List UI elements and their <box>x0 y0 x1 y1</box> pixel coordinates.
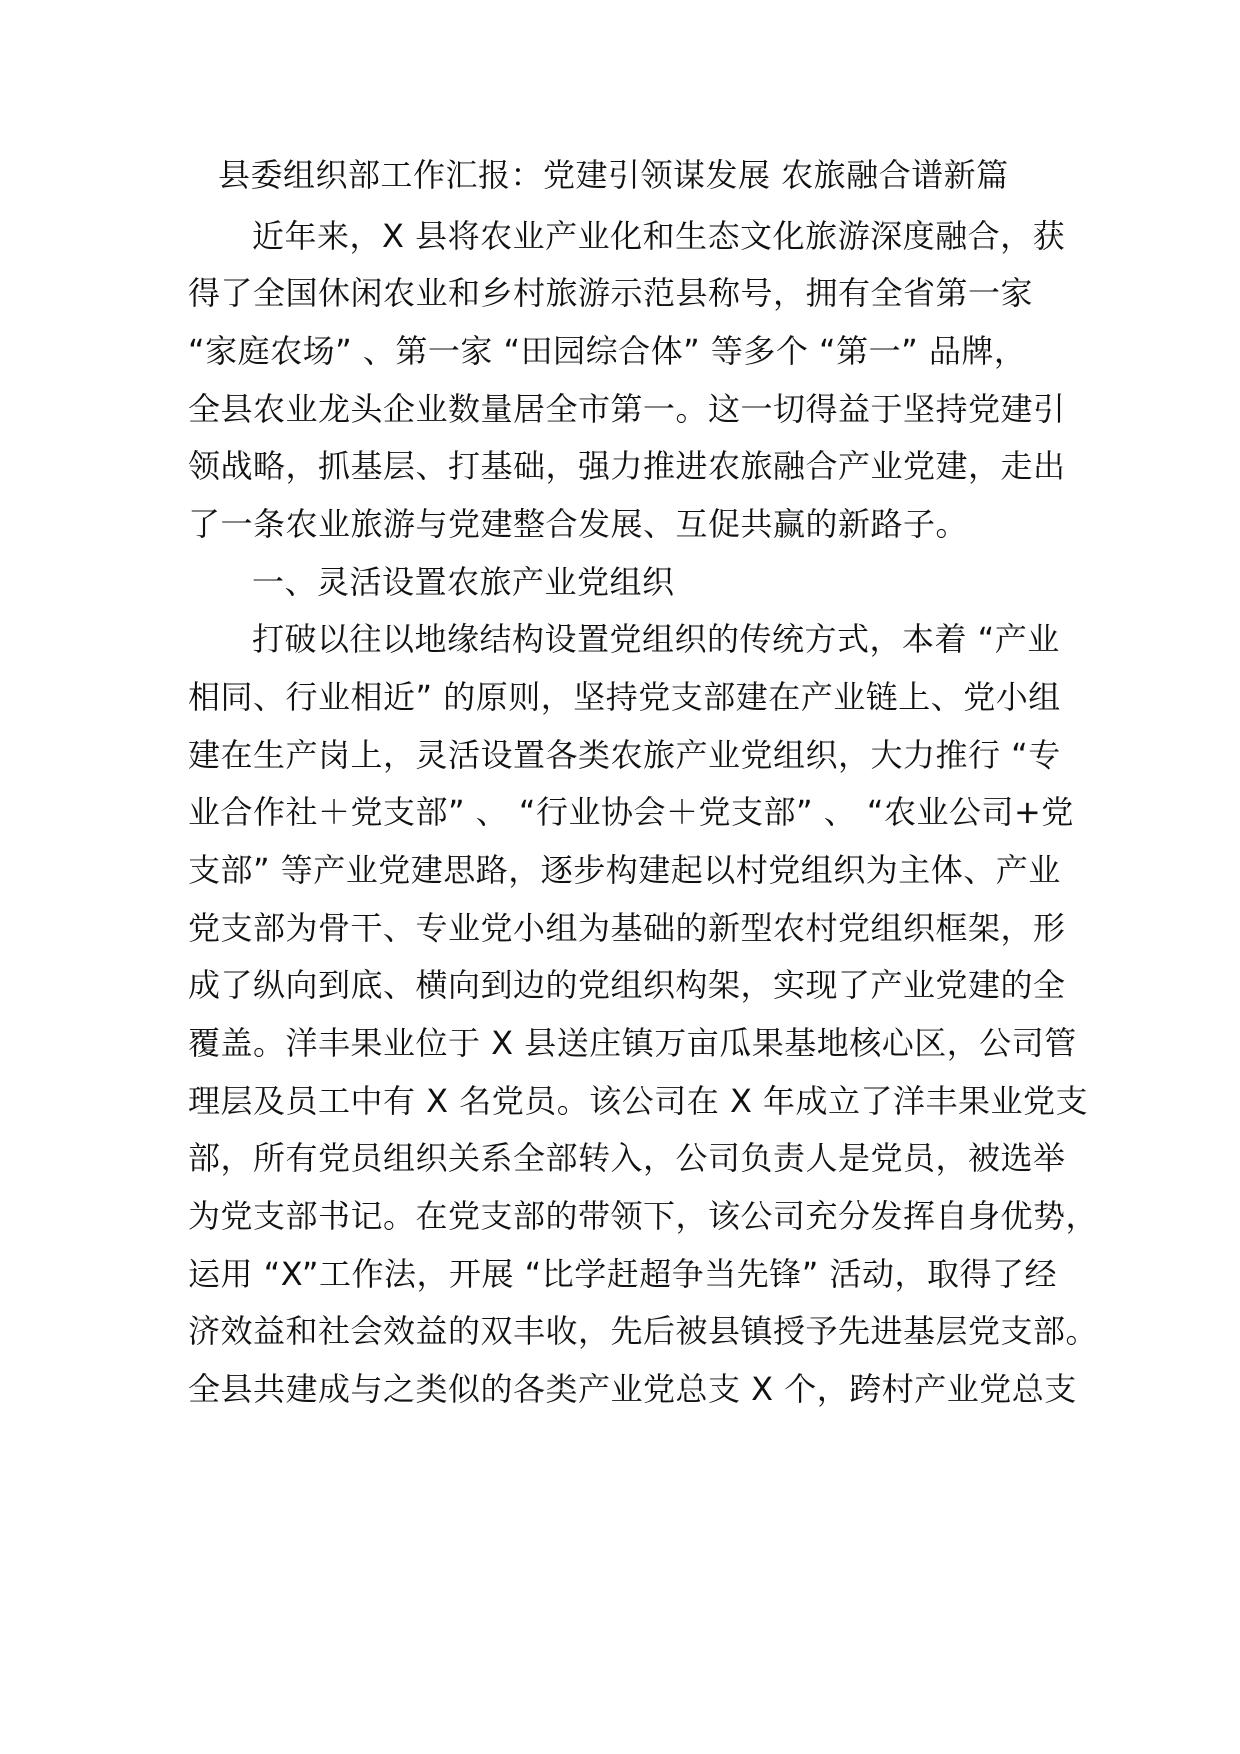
paragraph-line: 得了全国休闲农业和乡村旅游示范县称号，拥有全省第一家 <box>188 274 1034 312</box>
paragraph-line: 理层及员工中有 X 名党员。该公司在 X 年成立了洋丰果业党支 <box>188 1082 1089 1120</box>
paragraph-line: 党支部为骨干、专业党小组为基础的新型农村党组织框架，形 <box>188 909 1066 947</box>
paragraph-line: 业合作社＋党支部” 、 “行业协会＋党支部” 、 “农业公司+党 <box>188 793 1074 831</box>
paragraph-line: 为党支部书记。在党支部的带领下，该公司充分发挥自身优势， <box>188 1197 1099 1235</box>
paragraph-line: 建在生产岗上，灵活设置各类农旅产业党组织，大力推行 “专 <box>188 736 1061 774</box>
section-heading: 一、灵活设置农旅产业党组织 <box>252 563 675 601</box>
paragraph-line: 全县农业龙头企业数量居全市第一。这一切得益于坚持党建引 <box>188 390 1066 428</box>
paragraph-line: 近年来，X 县将农业产业化和生态文化旅游深度融合，获 <box>252 217 1066 255</box>
paragraph-line: 覆盖。洋丰果业位于 X 县送庄镇万亩瓜果基地核心区，公司管 <box>188 1024 1077 1062</box>
paragraph-line: 部，所有党员组织关系全部转入，公司负责人是党员，被选举 <box>188 1139 1066 1177</box>
paragraph-line: 领战略，抓基层、打基础，强力推进农旅融合产业党建，走出 <box>188 447 1066 485</box>
paragraph-line: “家庭农场” 、第一家 “田园综合体” 等多个 “第一” 品牌， <box>188 332 1027 370</box>
paragraph-line: 运用 “X”工作法，开展 “比学赶超争当先锋” 活动，取得了经 <box>188 1255 1057 1293</box>
paragraph-line: 全县共建成与之类似的各类产业党总支 X 个，跨村产业党总支 <box>188 1370 1077 1408</box>
paragraph-line: 支部” 等产业党建思路，逐步构建起以村党组织为主体、产业 <box>188 851 1061 889</box>
paragraph-line: 成了纵向到底、横向到边的党组织构架，实现了产业党建的全 <box>188 966 1066 1004</box>
paragraph-line: 打破以往以地缘结构设置党组织的传统方式，本着 “产业 <box>252 620 1060 658</box>
document-title: 县委组织部工作汇报：党建引领谋发展 农旅融合谱新篇 <box>218 156 1009 194</box>
paragraph-line: 相同、行业相近” 的原则，坚持党支部建在产业链上、党小组 <box>188 678 1061 716</box>
paragraph-line: 济效益和社会效益的双丰收，先后被县镇授予先进基层党支部。 <box>188 1312 1099 1350</box>
paragraph-line: 了一条农业旅游与党建整合发展、互促共赢的新路子。 <box>188 505 969 543</box>
